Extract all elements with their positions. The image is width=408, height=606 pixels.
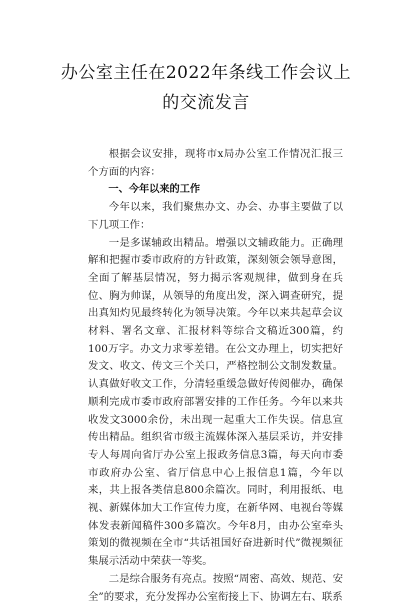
- intro-paragraph: 根据会议安排，现将市x局办公室工作情况汇报三个方面的内容：: [88, 148, 343, 178]
- document-title: 办公室主任在2022年条线工作会议上的交流发言: [60, 63, 352, 113]
- item-two-paragraph: 二是综合服务有亮点。按照“周密、高效、规范、安全”的要求，充分发挥办公室衔接上下、协调左右、联系: [88, 572, 343, 603]
- section-intro-paragraph: 今年以来，我们聚焦办文、办会、办事主要做了以下几项工作：: [88, 201, 343, 231]
- document-body: [88, 146, 343, 606]
- section-heading: 一、今年以来的工作: [108, 184, 201, 196]
- item-one-paragraph: 一是多谋辅政出精品。增强以文辅政能力。正确理解和把握市委市政府的方针政策，深刻领会领导意图，全面了解基层情况，努力揭示客观规律，做到身在兵位、胸为帅谋，从领导的角度出发，深入调查研究，提出真知灼见最终转化为领导决策。今年以来共起草会议材料、署名文章、汇报材料等综合文稿近300篇，约100万字。办文力求零差错。在公文办理上，切实把好发文、收文、传文三个关口，严格控制公文制发数量。认真做好收文工作，分清轻重缓急做好传阅催办，确保顺利完成市委市政府部署安排的工作任务。今年以来共收发文3000余份，未出现一起重大工作失误。信息宣传出精品。组织省市级主流媒体深入基层采访，并安排专人每周向省厅办公室上报政务信息3篇，每天向市委市政府办公室、省厅信息中心上报信息1篇，今年以来，共上报各类信息800余篇次。同时，利用报纸、电视、新媒体加大工作宣传力度，在新华网、电视台等媒体发表新闻稿件300多篇次。今年8月，由办公室牵头策划的微视频在全市“共话祖国好奋进新时代”微视频征集展示活动中荣获一等奖。: [88, 236, 343, 568]
